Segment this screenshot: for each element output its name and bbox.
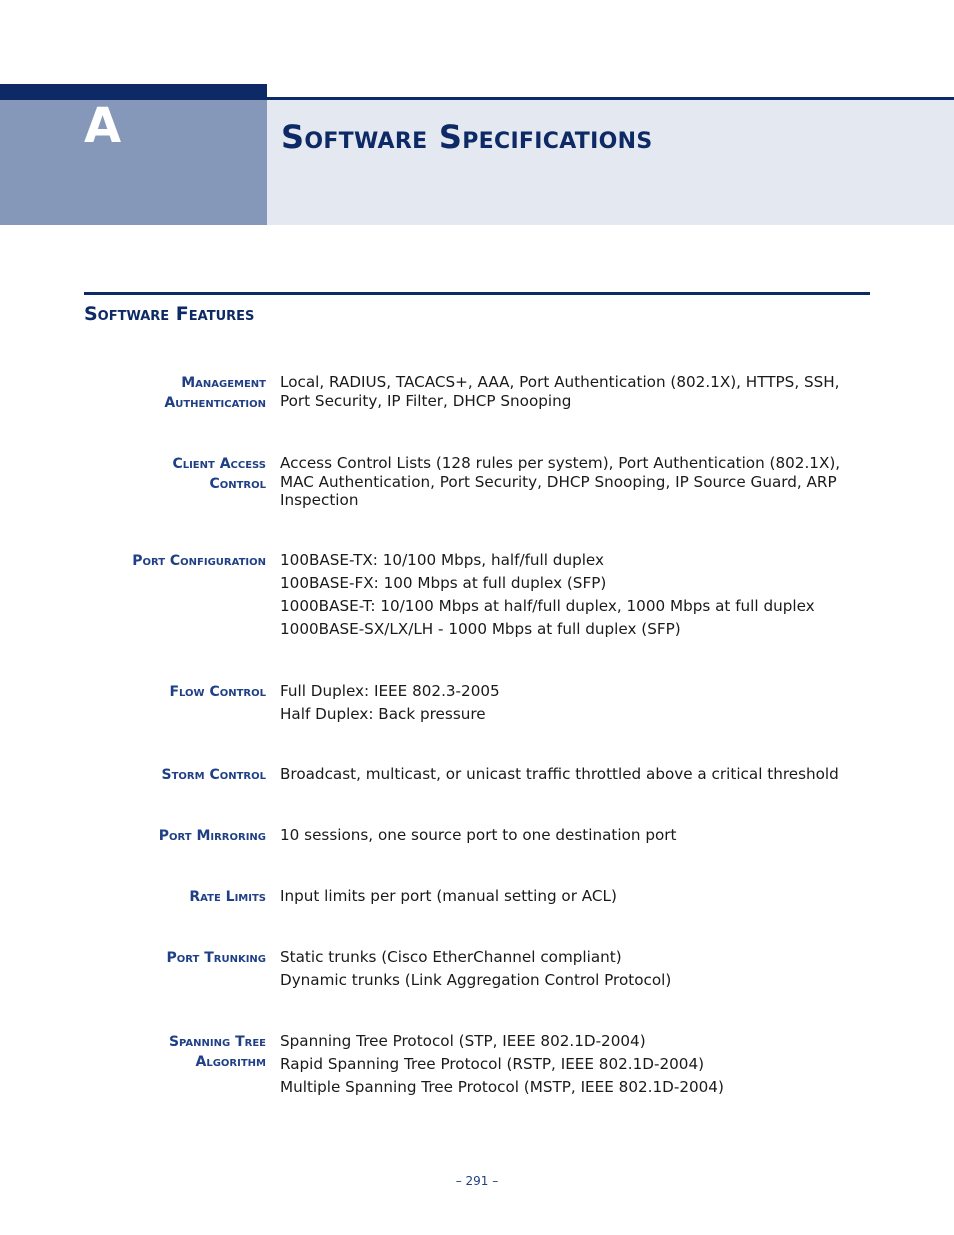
spec-value: 1000BASE-T: 10/100 Mbps at half/full duplex, 1000 Mbps at full duplex [280, 597, 815, 615]
spec-label-line: Port Trunking [166, 950, 266, 966]
spec-value: 10 sessions, one source port to one destination port [280, 826, 677, 844]
spec-value: Dynamic trunks (Link Aggregation Control Protocol) [280, 971, 672, 989]
spec-label-line: Storm Control [161, 767, 266, 783]
spec-label [86, 887, 266, 907]
spec-value: 1000BASE-SX/LX/LH - 1000 Mbps at full duplex (SFP) [280, 620, 681, 638]
spec-value: Access Control Lists (128 rules per system), Port Authentication (802.1X), MAC Authentication, Port Security, DHCP Snooping, IP Source Guard, ARP Inspection [280, 454, 841, 509]
spec-label-line: Port Mirroring [158, 828, 266, 844]
spec-value: Spanning Tree Protocol (STP, IEEE 802.1D-2004) [280, 1032, 646, 1050]
spec-value: Multiple Spanning Tree Protocol (MSTP, IEEE 802.1D-2004) [280, 1078, 724, 1096]
spec-values [280, 1030, 870, 1099]
spec-label-line: Management [181, 375, 266, 391]
spec-label-line: Flow Control [169, 684, 266, 700]
spec-values [280, 454, 870, 510]
spec-label [86, 454, 266, 494]
spec-label-line: Rate Limits [189, 889, 266, 905]
spec-values [280, 373, 870, 410]
spec-label [86, 373, 266, 413]
spec-label-line: Spanning Tree [168, 1034, 266, 1050]
spec-value: 100BASE-TX: 10/100 Mbps, half/full duplex [280, 551, 605, 569]
spec-label-line: Client Access [172, 456, 266, 472]
spec-values [280, 824, 870, 847]
spec-label [86, 826, 266, 846]
spec-label-line: Algorithm [195, 1054, 266, 1070]
chapter-title: Software Specifications [281, 118, 653, 156]
spec-value: 100BASE-FX: 100 Mbps at full duplex (SFP) [280, 574, 607, 592]
spec-label [86, 551, 266, 571]
spec-value: Full Duplex: IEEE 802.3-2005 [280, 682, 500, 700]
spec-label-line: Port Configuration [132, 553, 266, 569]
spec-label [86, 682, 266, 702]
spec-label [86, 1032, 266, 1072]
section-divider [84, 292, 870, 295]
spec-value: Half Duplex: Back pressure [280, 705, 486, 723]
spec-values [280, 946, 870, 992]
spec-value: Local, RADIUS, TACACS+, AAA, Port Authentication (802.1X), HTTPS, SSH, Port Security, IP Filter, DHCP Snooping [280, 373, 840, 410]
page-number: – 291 – [455, 1174, 499, 1188]
spec-label-line: Authentication [164, 395, 266, 411]
spec-values [280, 885, 870, 908]
chapter-title-band [267, 97, 954, 225]
spec-value: Input limits per port (manual setting or ACL) [280, 887, 617, 905]
section-title: Software Features [84, 303, 255, 325]
spec-value: Broadcast, multicast, or unicast traffic throttled above a critical threshold [280, 765, 839, 783]
spec-value: Rapid Spanning Tree Protocol (RSTP, IEEE 802.1D-2004) [280, 1055, 705, 1073]
spec-label-line: Control [209, 476, 266, 492]
spec-value: Static trunks (Cisco EtherChannel compliant) [280, 948, 622, 966]
spec-values [280, 680, 870, 726]
chapter-letter: A [84, 98, 122, 154]
spec-label [86, 948, 266, 968]
spec-values [280, 763, 870, 786]
spec-values [280, 549, 870, 641]
spec-label [86, 765, 266, 785]
chapter-letter-box [0, 84, 267, 225]
